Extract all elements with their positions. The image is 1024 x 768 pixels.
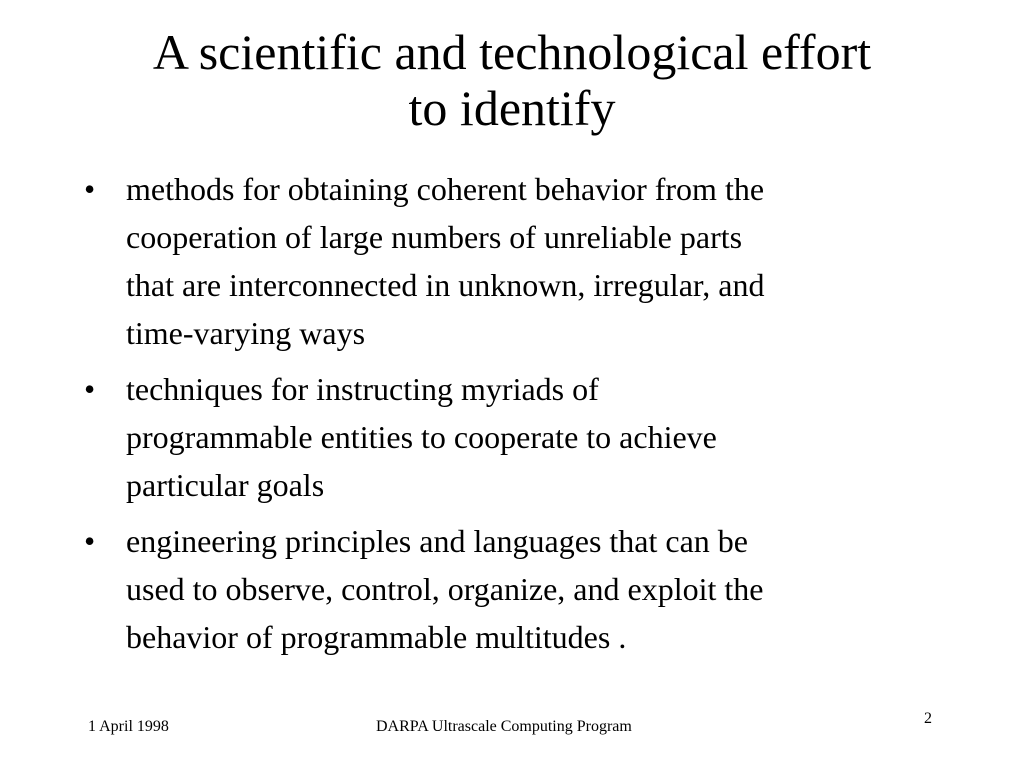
slide-title: A scientific and technological effort to identify — [152, 24, 872, 136]
footer-program: DARPA Ultrascale Computing Program — [376, 718, 632, 735]
bullet-list — [84, 165, 964, 669]
footer-date: 1 April 1998 — [88, 718, 169, 735]
bullet-icon: • — [84, 171, 96, 207]
bullet-text: techniques for instructing myriads of programmable entities to cooperate to achieve particular goals — [126, 371, 717, 503]
bullet-item-techniques — [84, 365, 964, 509]
bullet-icon: • — [84, 523, 96, 559]
page-number: 2 — [924, 710, 932, 727]
bullet-item-methods — [84, 165, 964, 357]
bullet-text: methods for obtaining coherent behavior from the cooperation of large numbers of unreliable parts that are interconnected in unknown, irregular, and time-varying ways — [126, 171, 765, 351]
bullet-text: engineering principles and languages that can be used to observe, control, organize, and exploit the behavior of programmable multitudes . — [126, 523, 764, 655]
bullet-item-principles — [84, 517, 964, 661]
bullet-icon: • — [84, 371, 96, 407]
